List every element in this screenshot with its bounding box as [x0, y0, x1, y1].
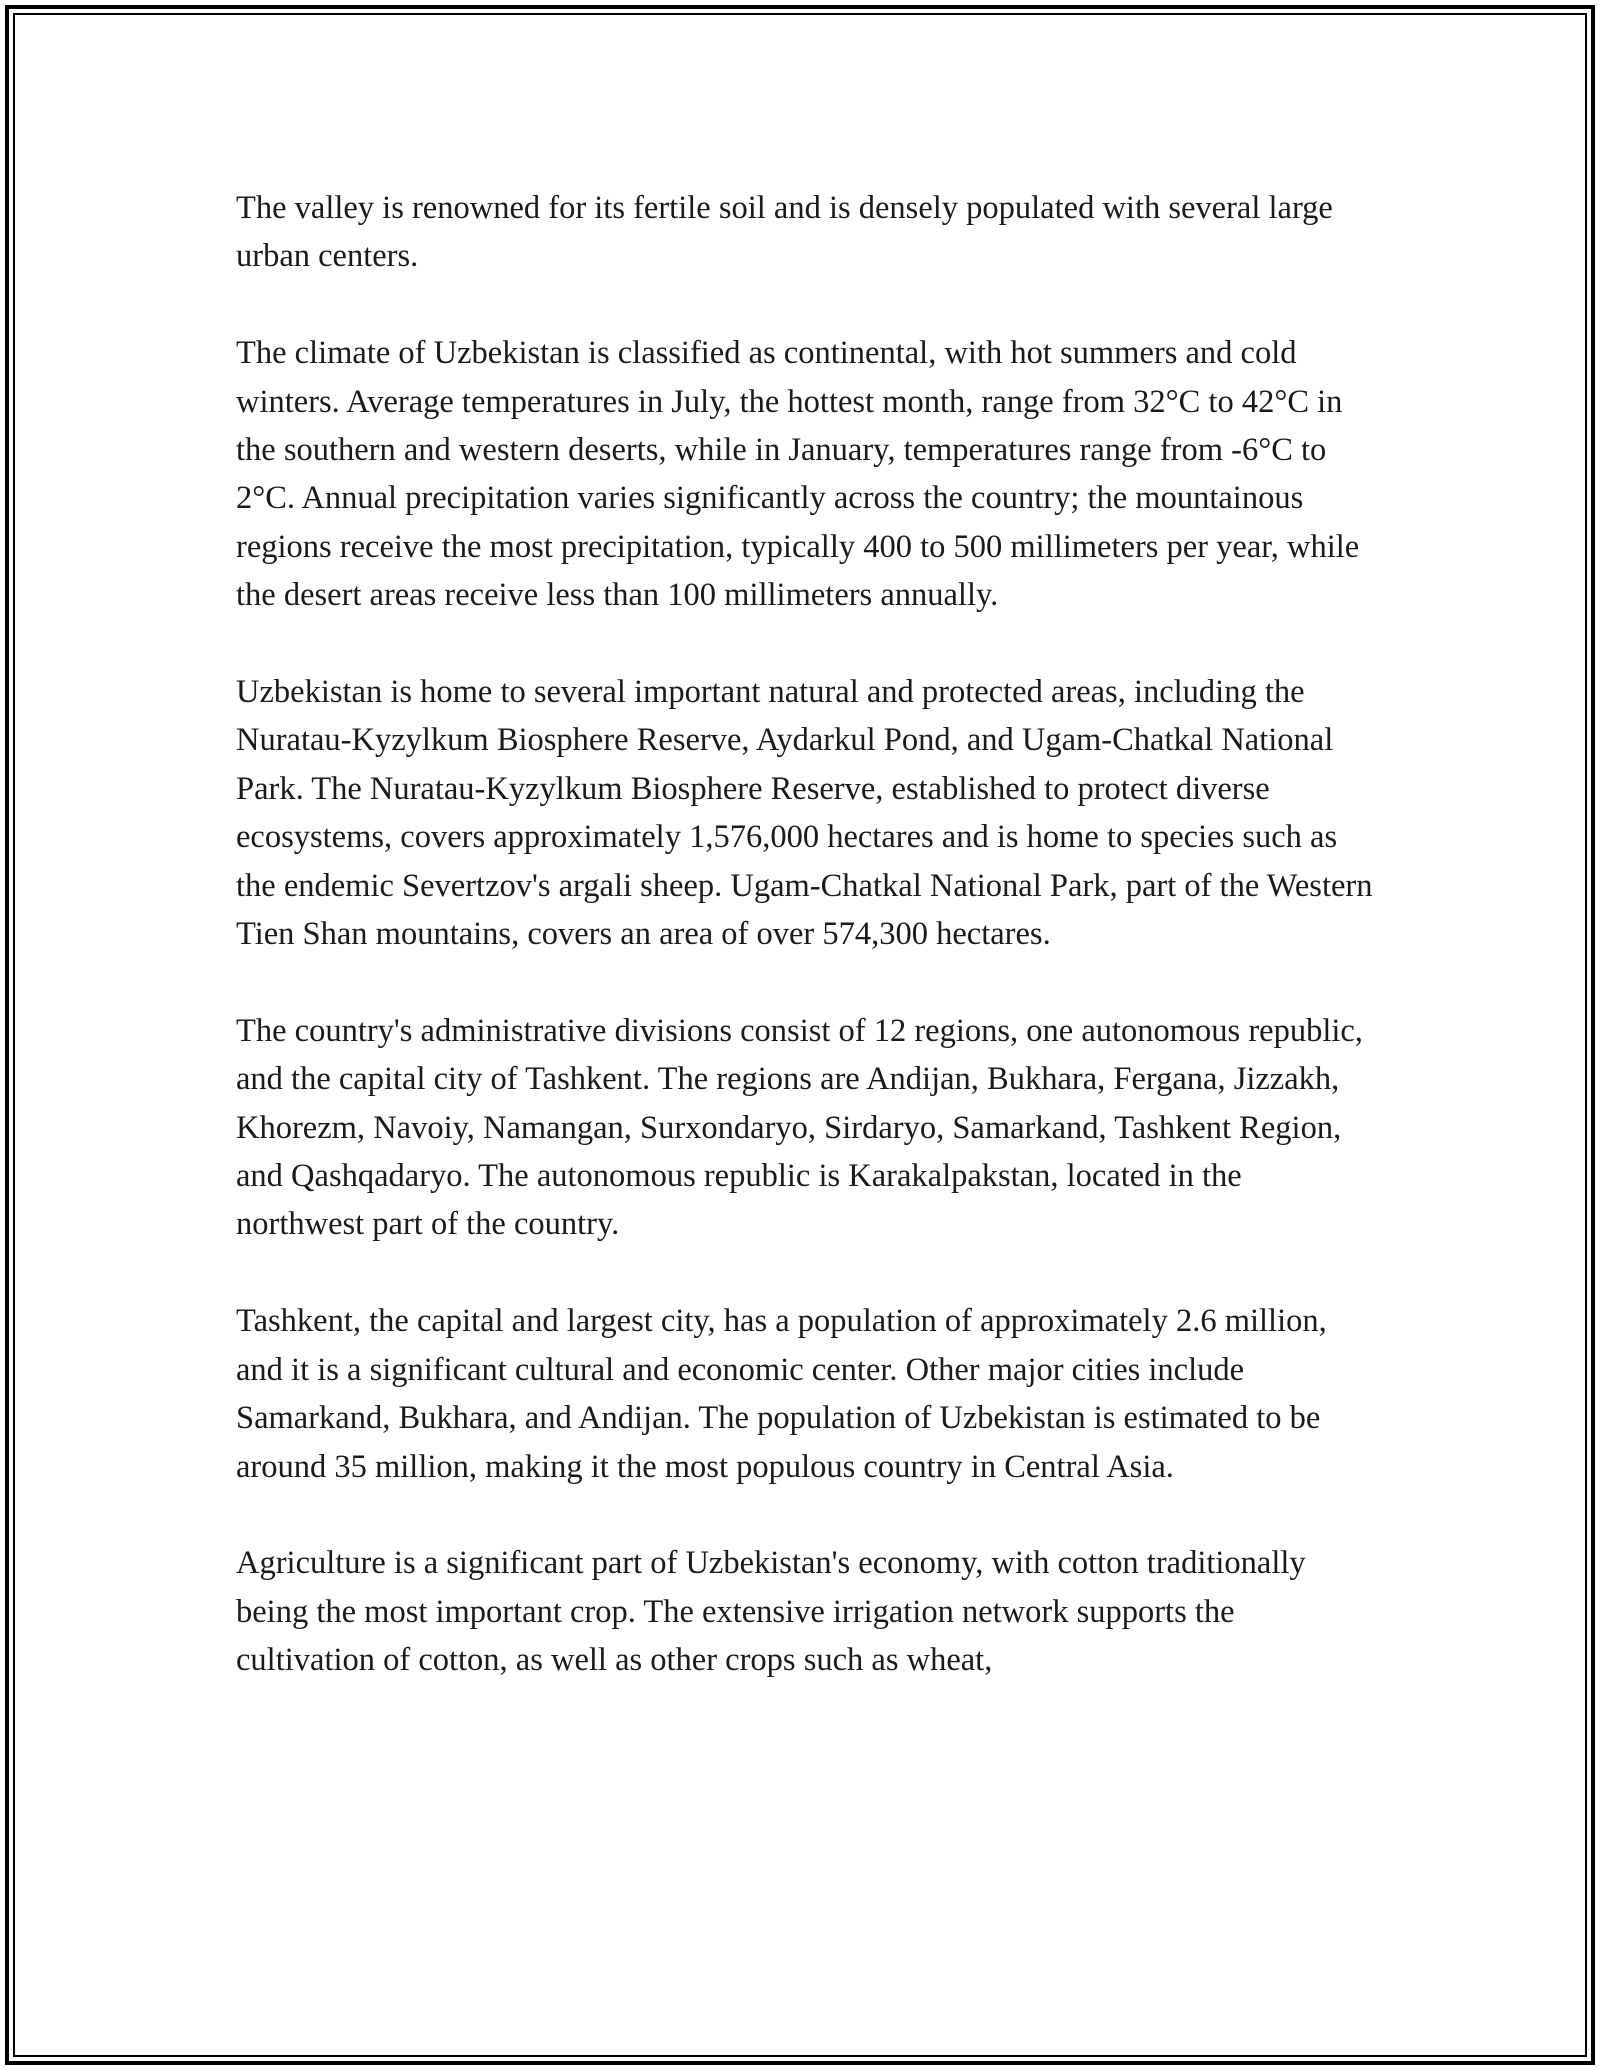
paragraph-climate: The climate of Uzbekistan is classified as continental, with hot summers and cold winters. Average temperatures in July, the hottest month, range from 32°C to 42°C in the southern and western deserts, while in January, temperatures range from -6°C to 2°C. Annual precipitation varies significantly across the country; the mountainous regions receive the most precipitation, typically 400 to 500 millimeters per year, while the desert areas receive less than 100 millimeters annually.: [236, 335, 1360, 614]
paragraph-population: Tashkent, the capital and largest city, has a population of approximately 2.6 million, and it is a significant cultural and economic center. Other major cities include Samarkand, Bukhara, and Andijan. The population of Uzbekistan is estimated to be around 35 million, making it the most populous country in Central Asia.: [236, 1303, 1327, 1485]
paragraph-protected-areas: Uzbekistan is home to several important natural and protected areas, including the Nuratau-Kyzylkum Biosphere Reserve, Aydarkul Pond, and Ugam-Chatkal National Park. The Nuratau-Kyzylkum Biosphere Reserve, established to protect diverse ecosystems, covers approximately 1,576,000 hectares and is home to species such as the endemic Severtzov's argali sheep. Ugam-Chatkal National Park, part of the Western Tien Shan mountains, covers an area of over 574,300 hectares.: [236, 674, 1373, 953]
paragraph-administrative-divisions: The country's administrative divisions consist of 12 regions, one autonomous republic, and the capital city of Tashkent. The regions are Andijan, Bukhara, Fergana, Jizzakh, Khorezm, Navoiy, Namangan, Surxondaryo, Sirdaryo, Samarkand, Tashkent Region, and Qashqadaryo. The autonomous republic is Karakalpakstan, located in the northwest part of the country.: [236, 1012, 1363, 1243]
document-body: [236, 184, 1376, 1685]
paragraph-fertile-valley: The valley is renowned for its fertile soil and is densely populated with several large urban centers.: [236, 190, 1333, 275]
paragraph-agriculture: Agriculture is a significant part of Uzbekistan's economy, with cotton traditionally being the most important crop. The extensive irrigation network supports the cultivation of cotton, as well as other crops such as wheat,: [236, 1545, 1306, 1679]
